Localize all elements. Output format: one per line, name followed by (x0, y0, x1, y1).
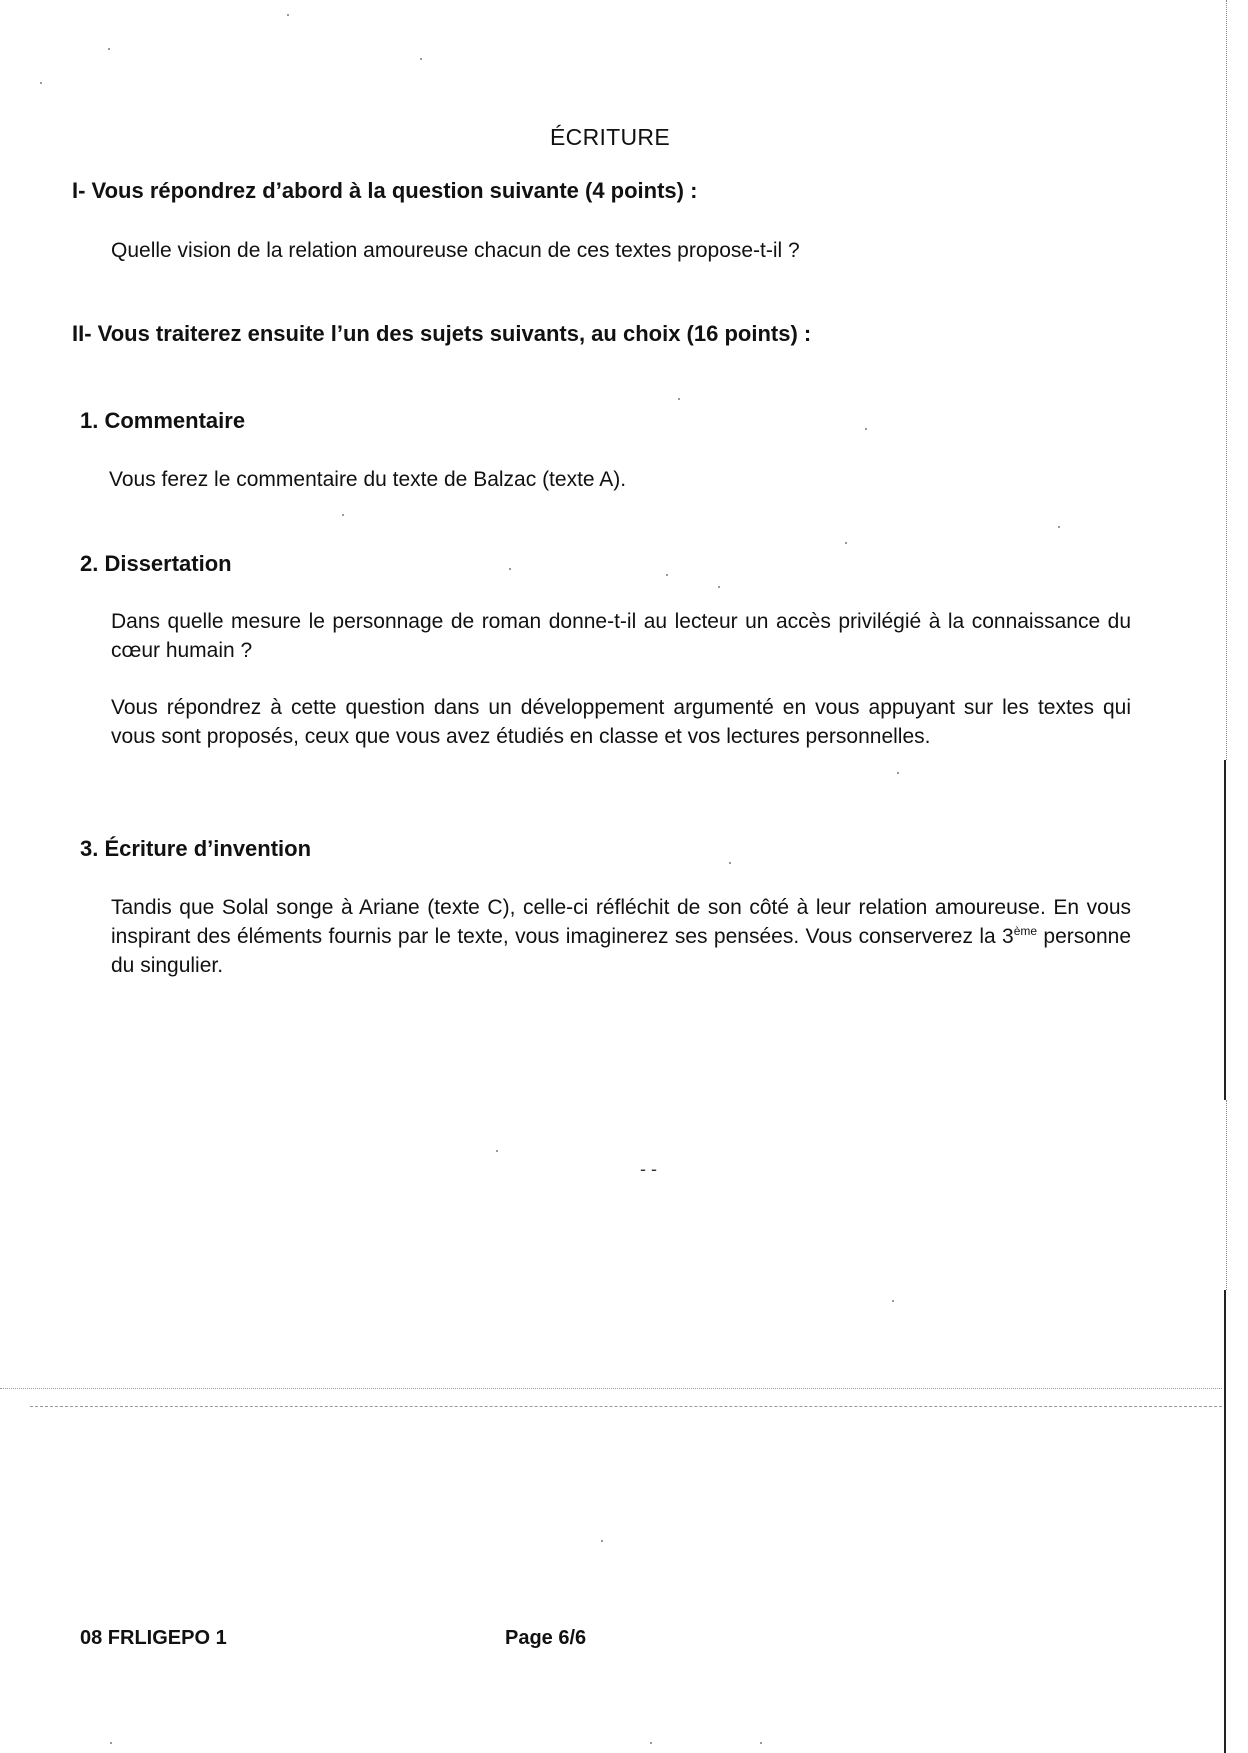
sujet3-text (111, 893, 1131, 980)
sujet1-heading: 1. Commentaire (80, 408, 246, 433)
scan-speck (865, 428, 867, 430)
scan-speck (650, 1742, 652, 1744)
scan-speck (601, 1540, 603, 1542)
scan-speck (496, 1150, 498, 1152)
scan-speck (509, 568, 511, 570)
scan-speck (897, 772, 899, 774)
right-edge-dots-middle (1226, 1100, 1227, 1290)
scan-speck (729, 862, 731, 864)
sujet2-instructions: Vous répondrez à cette question dans un développement argumenté en vous appuyant sur les textes qui vous sont proposés, ceux que vous avez étudiés en classe et vos lectures personnelles. (111, 696, 1131, 748)
scan-speck (110, 1742, 112, 1744)
right-edge-line-upper (1224, 760, 1226, 1100)
part1-question: Quelle vision de la relation amoureuse chacun de ces textes propose-t-il ? (111, 239, 800, 262)
part2-heading: II- Vous traiterez ensuite l’un des sujets suivants, au choix (16 points) : (72, 321, 812, 346)
right-edge-line-lower (1224, 1290, 1226, 1753)
stray-mark: - - (640, 1159, 657, 1179)
scan-speck (666, 574, 668, 576)
scan-speck (760, 1742, 762, 1744)
sujet1-text: Vous ferez le commentaire du texte de Balzac (texte A). (109, 468, 627, 491)
scan-dotted-line-top (0, 1388, 1222, 1389)
sujet2-question: Dans quelle mesure le personnage de roman donne-t-il au lecteur un accès privilégié à la connaissance du cœur humain ? (111, 610, 1131, 662)
sujet3-text-end: personne du singulier. (111, 925, 1131, 977)
scan-speck (40, 82, 42, 84)
scan-speck (1058, 526, 1060, 528)
scan-speck (108, 48, 110, 50)
section-title: ÉCRITURE (550, 124, 670, 150)
sujet3-heading: 3. Écriture d’invention (80, 836, 312, 861)
scan-speck (287, 14, 289, 16)
scan-speck (678, 398, 680, 400)
scan-speck (718, 586, 720, 588)
scan-speck (342, 514, 344, 516)
scan-speck (892, 1300, 894, 1302)
part1-heading: I- Vous répondrez d’abord à la question suivante (4 points) : (72, 178, 698, 203)
sujet2-heading: 2. Dissertation (80, 551, 232, 576)
sujet3-superscript: ème (1013, 924, 1038, 938)
scan-speck (420, 58, 422, 60)
footer-page-number: Page 6/6 (505, 1627, 587, 1649)
scan-dotted-line-bottom (30, 1406, 1222, 1407)
footer-code: 08 FRLIGEPO 1 (80, 1627, 227, 1649)
right-edge-dots-upper (1226, 0, 1227, 760)
sujet3-text-main: Tandis que Solal songe à Ariane (texte C), celle-ci réfléchit de son côté à leur relation amoureuse. En vous inspirant des éléments fournis par le texte, vous imaginerez ses pensées. Vous conserverez la 3 (111, 896, 1131, 948)
scan-speck (845, 542, 847, 544)
